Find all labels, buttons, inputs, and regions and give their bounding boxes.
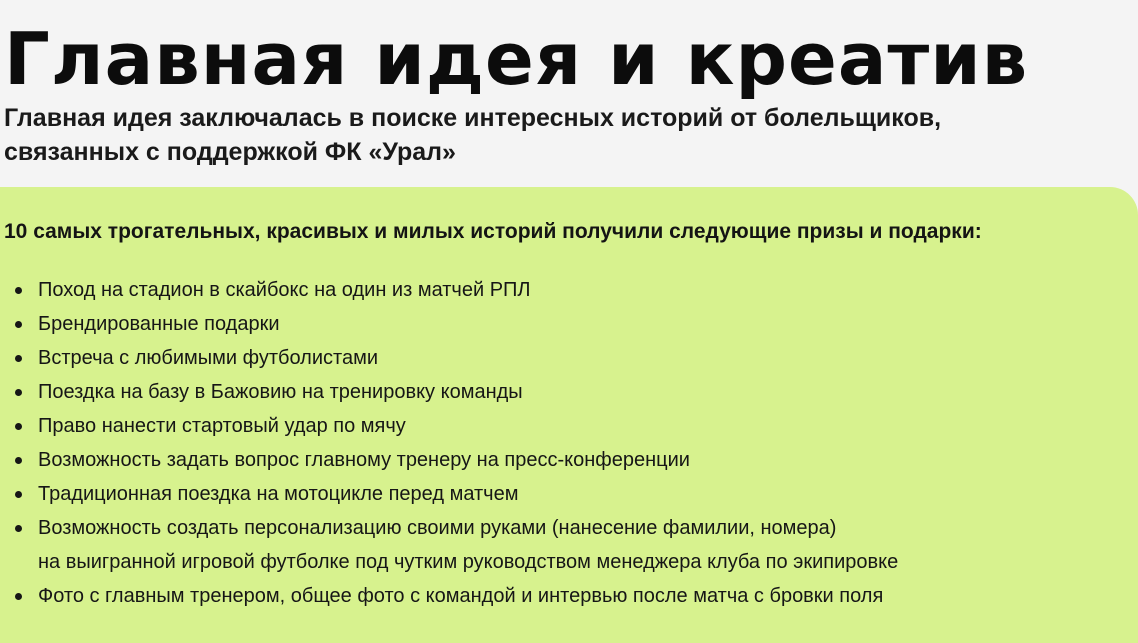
prize-item-text: Фото с главным тренером, общее фото с командой и интервью после матча с бровки поля	[38, 585, 884, 607]
prize-list-item	[0, 409, 898, 443]
slide-title: Главная идея и креатив	[4, 17, 1029, 101]
prize-heading: 10 самых трогательных, красивых и милых историй получили следующие призы и подарки:	[4, 220, 982, 243]
prize-list-item	[0, 273, 898, 307]
prize-item-text: Возможность задать вопрос главному тренеру на пресс-конференции	[38, 449, 690, 471]
subtitle-line: Главная идея заключалась в поиске интересных историй от болельщиков,	[4, 104, 942, 132]
slide-subtitle	[4, 101, 1104, 169]
bullet-icon	[15, 525, 22, 532]
prize-list	[0, 273, 898, 613]
prize-list-item	[0, 579, 898, 613]
bullet-icon	[15, 389, 22, 396]
prize-item-text: Возможность создать персонализацию своими руками (нанесение фамилии, номера)	[38, 517, 837, 539]
prize-list-item	[0, 443, 898, 477]
prize-item-text: Традиционная поездка на мотоцикле перед матчем	[38, 483, 519, 505]
prize-item-text: Поход на стадион в скайбокс на один из матчей РПЛ	[38, 279, 531, 301]
bullet-icon	[15, 355, 22, 362]
prize-item-text: Поездка на базу в Бажовию на тренировку команды	[38, 381, 523, 403]
prize-list-item	[0, 307, 898, 341]
bullet-icon	[15, 593, 22, 600]
prize-list-item	[0, 341, 898, 375]
prize-item-text-continued: на выигранной игровой футболке под чутким руководством менеджера клуба по экипировке	[38, 551, 899, 573]
prize-item-text: Брендированные подарки	[38, 313, 280, 335]
bullet-icon	[15, 287, 22, 294]
bullet-icon	[15, 491, 22, 498]
prize-item-text: Право нанести стартовый удар по мячу	[38, 415, 406, 437]
prize-list-item	[0, 477, 898, 511]
prize-list-item	[0, 511, 898, 579]
prize-item-text: Встреча с любимыми футболистами	[38, 347, 378, 369]
subtitle-line: связанных с поддержкой ФК «Урал»	[4, 138, 456, 166]
bullet-icon	[15, 321, 22, 328]
bullet-icon	[15, 423, 22, 430]
prize-panel	[0, 187, 1138, 643]
prize-list-item	[0, 375, 898, 409]
bullet-icon	[15, 457, 22, 464]
